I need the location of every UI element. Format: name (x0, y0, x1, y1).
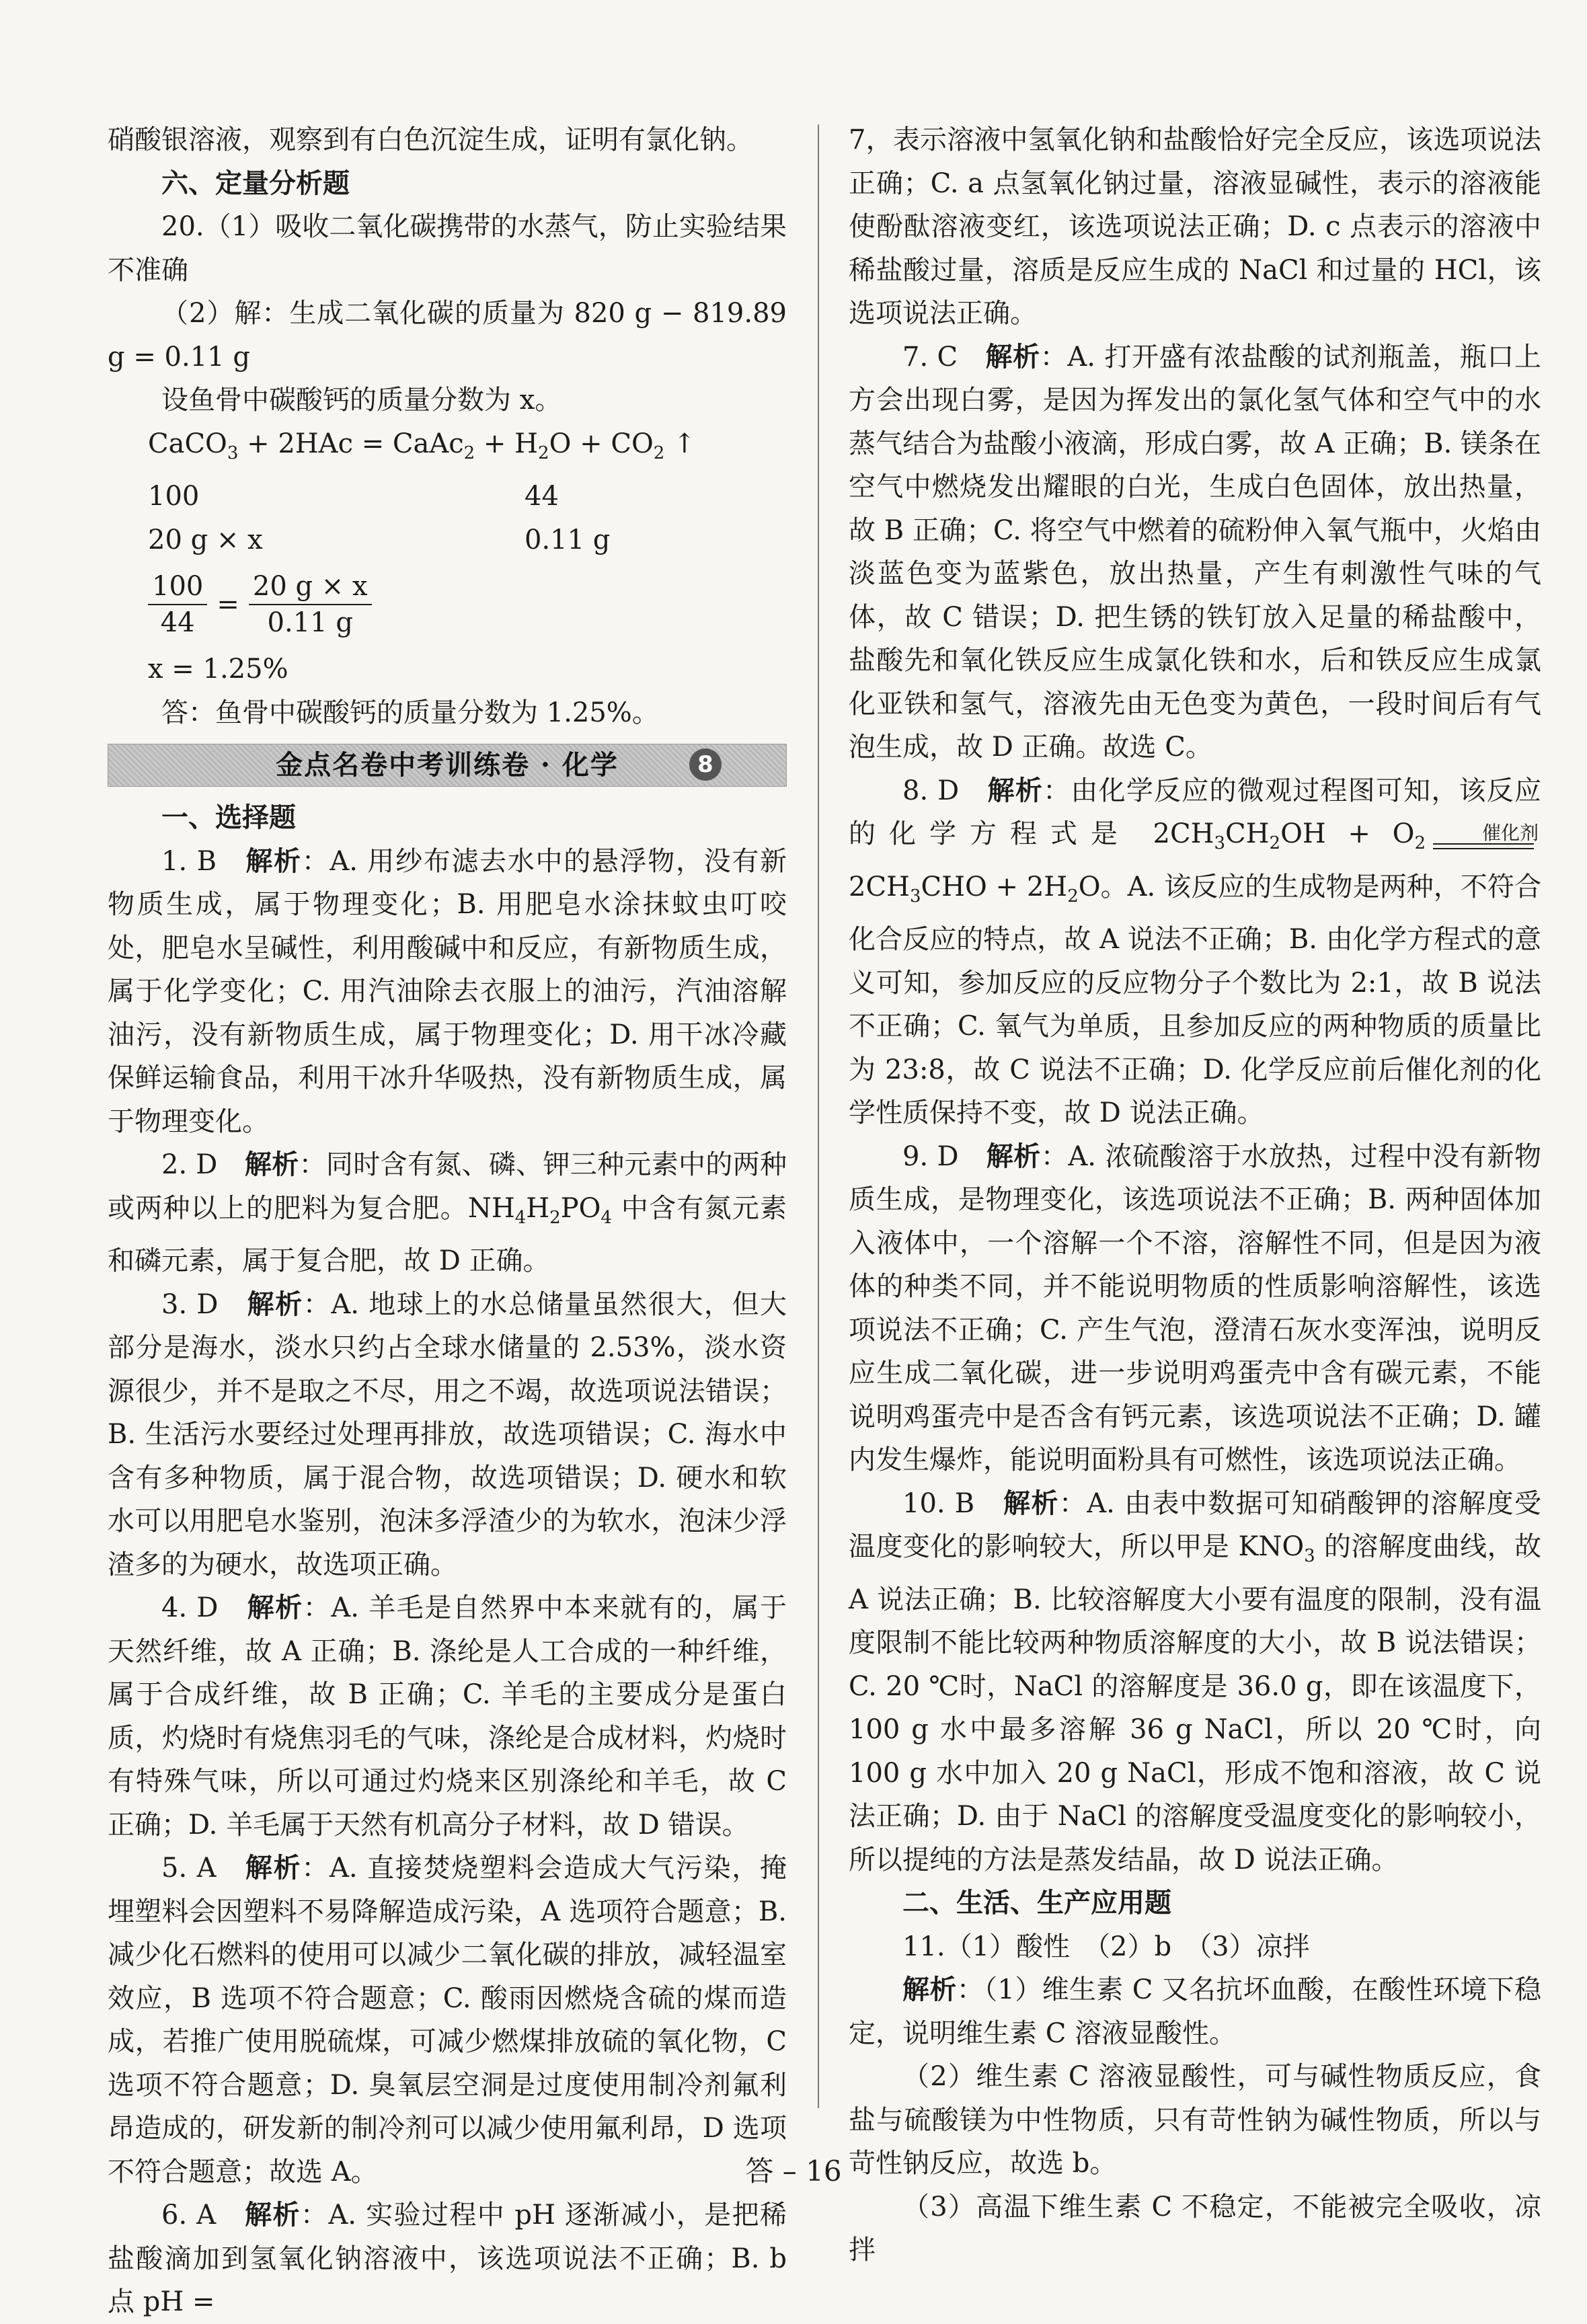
answer-item (108, 2194, 787, 2324)
page-number: 答 – 16 (745, 2155, 842, 2187)
chemical-equation (108, 422, 787, 475)
answer-key: 2. D (161, 1149, 218, 1180)
formula-sub: 4 (601, 1207, 612, 1228)
answer-key: 9. D (902, 1140, 959, 1172)
answer-item (849, 1135, 1541, 1482)
answer-key: 7. C (902, 341, 958, 373)
analysis-label: 解析 (247, 1592, 303, 1623)
answer-key: 1. B (161, 845, 217, 877)
fraction (249, 569, 372, 640)
answer-item (108, 1143, 787, 1283)
banner-title: 金点名卷中考训练卷 · 化学 (276, 748, 619, 781)
analysis-text: PO (560, 1192, 601, 1224)
paragraph: 7，表示溶液中氢氧化钠和盐酸恰好完全反应，该选项说法正确；C. a 点氢氧化钠过量，溶液显碱性，表示的溶液能使酚酞溶液变红，该选项说法正确；D. c 点表示的溶液中稀盐酸过量，溶质是反应生成的 NaCl 和过量的 HCl，该选项说法正确。 (849, 124, 1541, 329)
answer-item (108, 840, 787, 1144)
answer-item (108, 1847, 787, 2194)
eq-part: CaCO (148, 428, 227, 459)
analysis-text: ：同时含有氮、磷、钾三种元素中的两种或两种以上的肥料为复合肥。NH (108, 1149, 787, 1224)
paragraph: （2）维生素 C 溶液显酸性，可与碱性物质反应，食盐与硫酸镁为中性物质，只有苛性钠为碱性物质，所以与苛性钠反应，故选 b。 (849, 2061, 1541, 2179)
denominator: 44 (160, 607, 195, 638)
analysis-label: 解析 (985, 340, 1040, 373)
formula-sub: 2 (1414, 833, 1426, 853)
analysis-label: 解析 (987, 774, 1044, 806)
equals-sign: = (217, 588, 239, 620)
analysis-label: 解析 (245, 1852, 302, 1884)
analysis-text: ：A. 直接焚烧塑料会造成大气污染，掩埋塑料会因塑料不易降解造成污染，A 选项符合题意；B. 减少化石燃料的使用可以减少二氧化碳的排放，减轻温室效应，B 选项不符合题意；C. 酸雨因燃烧含硫的煤而造成，若推广使用脱硫煤，可减少燃煤排放硫的氧化物，C 选项不符合题意；D. 臭氧层空洞是过度使用制冷剂氟利昂造成的，研发新的制冷剂可以减少使用氟利昂，D 选项不符合题意；故选 A。 (108, 1853, 787, 2187)
section-banner (108, 744, 787, 787)
formula-sub: 3 (909, 886, 921, 906)
analysis-text: ：由化学反应的微观过程图可知，该反应的化学方程式是 2CH (849, 775, 1542, 849)
answer-key: 3. D (161, 1288, 219, 1320)
formula-sub: 3 (1214, 833, 1226, 853)
mass-value: 100 (148, 481, 200, 512)
answer-item (108, 1586, 787, 1847)
eq-sub: 3 (227, 442, 239, 463)
answer-item (849, 336, 1541, 769)
double-bar (1433, 843, 1534, 849)
paragraph: 硝酸银溶液，观察到有白色沉淀生成，证明有氯化钠。 (108, 124, 753, 155)
answer-item: 11.（1）酸性 （2）b （3）凉拌 (902, 1931, 1310, 1962)
eq-sub: 2 (463, 442, 475, 463)
answer-key: 6. A (161, 2200, 217, 2231)
mass-value: 0.11 g (525, 524, 611, 555)
eq-part: + H (475, 428, 539, 459)
analysis-text: H (526, 1192, 550, 1224)
answer-item (849, 1482, 1541, 1882)
section-heading: 二、生活、生产应用题 (902, 1887, 1171, 1919)
formula-sub: 4 (514, 1207, 527, 1228)
catalyst-equals (1428, 823, 1539, 849)
answer-key: 5. A (161, 1853, 217, 1884)
analysis-text: ：A. 地球上的水总储量虽然很大，但大部分是海水，淡水只约占全球水储量的 2.53%，淡水资源很少，并不是取之不尽，用之不竭，故选项说法错误；B. 生活污水要经过处理再排放，故选项错误；C. 海水中含有多种物质，属于混合物，故选项错误；D. 硬水和软水可以用肥皂水鉴别，泡沫多浮渣少的为软水，泡沫少浮渣多的为硬水，故选项正确。 (108, 1288, 787, 1580)
analysis-text: 中含有氮元素和磷元素，属于复合肥，故 D 正确。 (108, 1192, 787, 1276)
answer-item (849, 1968, 1541, 2055)
paragraph: （3）高温下维生素 C 不稳定，不能被完全吸收，凉拌 (849, 2191, 1541, 2265)
formula-sub: 3 (1304, 1546, 1315, 1566)
eq-part: ↑ (664, 428, 696, 459)
paragraph: （2）解：生成二氧化碳的质量为 820 g − 819.89 g = 0.11 g (108, 298, 787, 373)
analysis-label: 解析 (244, 1149, 299, 1180)
analysis-label: 解析 (247, 1288, 303, 1320)
analysis-label: 解析 (245, 845, 302, 877)
formula-sub: 2 (549, 1207, 561, 1228)
paragraph: 20.（1）吸收二氧化碳携带的水蒸气，防止实验结果不准确 (108, 211, 787, 286)
paper-number-badge: 8 (689, 748, 722, 781)
analysis-label: 解析 (245, 2199, 301, 2231)
numerator: 20 g × x (249, 569, 372, 605)
section-heading: 六、定量分析题 (161, 167, 350, 199)
answer-key: 8. D (902, 775, 960, 806)
paragraph: 设鱼骨中碳酸钙的质量分数为 x。 (161, 385, 562, 416)
analysis-label: 解析 (1003, 1487, 1059, 1519)
analysis-text: 2CH (849, 871, 910, 902)
analysis-text: 的溶解度曲线，故 A 说法正确；B. 比较溶解度大小要有温度的限制，没有温度限制不能比较两种物质溶解度的大小，故 B 说法错误；C. 20 ℃时，NaCl 的溶解度是 36.0 g，即在该温度下，100 g 水中最多溶解 36 g NaCl，所以 20 ℃时，向 100 g 水中加入 20 g NaCl，形成不饱和溶液，故 C 说法正确；D. 由于 NaCl 的溶解度受温度变化的影响较小，所以提纯的方法是蒸发结晶，故 D 说法正确。 (849, 1531, 1541, 1875)
analysis-text: ：A. 羊毛是自然界中本来就有的，属于天然纤维，故 A 正确；B. 涤纶是人工合成的一种纤维，属于合成纤维，故 B 正确；C. 羊毛的主要成分是蛋白质，灼烧时有烧焦羽毛的气味，涤纶是合成材料，灼烧时有特殊气味，所以可通过灼烧来区别涤纶和羊毛，故 C 正确；D. 羊毛属于天然有机高分子材料，故 D 错误。 (108, 1592, 787, 1841)
right-column (849, 118, 1541, 2272)
analysis-text: OH + O (1280, 818, 1415, 849)
mass-row (108, 518, 787, 562)
formula-sub: 2 (1067, 886, 1079, 906)
analysis-text: ：A. 用纱布滤去水中的悬浮物，没有新物质生成，属于物理变化；B. 用肥皂水涂抹蚊虫叮咬处，肥皂水呈碱性，利用酸碱中和反应，有新物质生成，属于化学变化；C. 用汽油除去衣服上的油污，汽油溶解油污，没有新物质生成，属于物理变化；D. 用干冰冷藏保鲜运输食品，利用干冰升华吸热，没有新物质生成，属于物理变化。 (108, 845, 787, 1137)
eq-sub: 2 (538, 442, 549, 463)
analysis-text: ：（1）维生素 C 又名抗坏血酸，在酸性环境下稳定，说明维生素 C 溶液显酸性。 (849, 1974, 1542, 2049)
formula-sub: 2 (1269, 833, 1281, 853)
answer-key: 10. B (902, 1487, 975, 1519)
analysis-label: 解析 (902, 1974, 957, 2005)
analysis-text: ：A. 由表中数据可知硝酸钾的溶解度受温度变化的影响较大，所以甲是 KNO (849, 1487, 1542, 1562)
result: x = 1.25% (148, 654, 288, 685)
analysis-text: CH (1225, 818, 1270, 849)
proportion (108, 561, 787, 648)
mass-value: 44 (525, 481, 559, 512)
answer-item (108, 1283, 787, 1587)
answer-key: 4. D (161, 1592, 219, 1623)
eq-part: + 2HAc = CaAc (238, 428, 464, 459)
numerator: 100 (148, 569, 207, 605)
section-heading: 一、选择题 (161, 802, 296, 833)
mass-value: 20 g × x (148, 524, 263, 555)
analysis-text: O。A. 该反应的生成物是两种，不符合化合反应的特点，故 A 说法不正确；B. 由化学方程式的意义可知，参加反应的反应物分子个数比为 2:1，故 B 说法不正确；C. 氧气为单质，且参加反应的两种物质的质量比为 23:8，故 C 说法不正确；D. 化学反应前后催化剂的化学性质保持不变，故 D 说法正确。 (849, 871, 1541, 1128)
analysis-text: ：A. 实验过程中 pH 逐渐减小，是把稀盐酸滴加到氢氧化钠溶液中，该选项说法不正确；B. b 点 pH = (108, 2200, 787, 2317)
left-column (108, 118, 787, 2324)
fraction (148, 569, 207, 640)
column-divider (818, 124, 819, 2108)
eq-sub: 2 (653, 442, 665, 463)
analysis-text: CHO + 2H (921, 871, 1068, 902)
answer: 答：鱼骨中碳酸钙的质量分数为 1.25%。 (161, 697, 659, 728)
analysis-text: ：A. 浓硫酸溶于水放热，过程中没有新物质生成，是物理变化，该选项说法不正确；B. 两种固体加入液体中，一个溶解一个不溶，溶解性不同，但是因为液体的种类不同，并不能说明物质的性质影响溶解性，该选项说法不正确；C. 产生气泡，澄清石灰水变浑浊，说明反应生成二氧化碳，进一步说明鸡蛋壳中含有碳元素，不能说明鸡蛋壳中是否含有钙元素，该选项说法不正确；D. 罐内发生爆炸，能说明面粉具有可燃性，该选项说法正确。 (849, 1140, 1541, 1475)
analysis-label: 解析 (986, 1140, 1041, 1172)
answer-item (849, 769, 1541, 1135)
catalyst-label: 催化剂 (1481, 821, 1539, 844)
denominator: 0.11 g (267, 607, 353, 638)
analysis-text: ：A. 打开盛有浓盐酸的试剂瓶盖，瓶口上方会出现白雾，是因为挥发出的氯化氢气体和空气中的水蒸气结合为盐酸小液滴，形成白雾，故 A 正确；B. 镁条在空气中燃烧发出耀眼的白光，生成白色固体，放出热量，故 B 正确；C. 将空气中燃着的硫粉伸入氧气瓶中，火焰由淡蓝色变为蓝紫色，放出热量，产生有刺激性气味的气体，故 C 错误；D. 把生锈的铁钉放入足量的稀盐酸中，盐酸先和氧化铁反应生成氯化铁和水，后和铁反应生成氯化亚铁和氢气，溶液先由无色变为黄色，一段时间后有气泡生成，故 D 正确。故选 C。 (849, 341, 1542, 763)
mass-row (108, 475, 787, 518)
eq-part: O + CO (549, 428, 654, 459)
